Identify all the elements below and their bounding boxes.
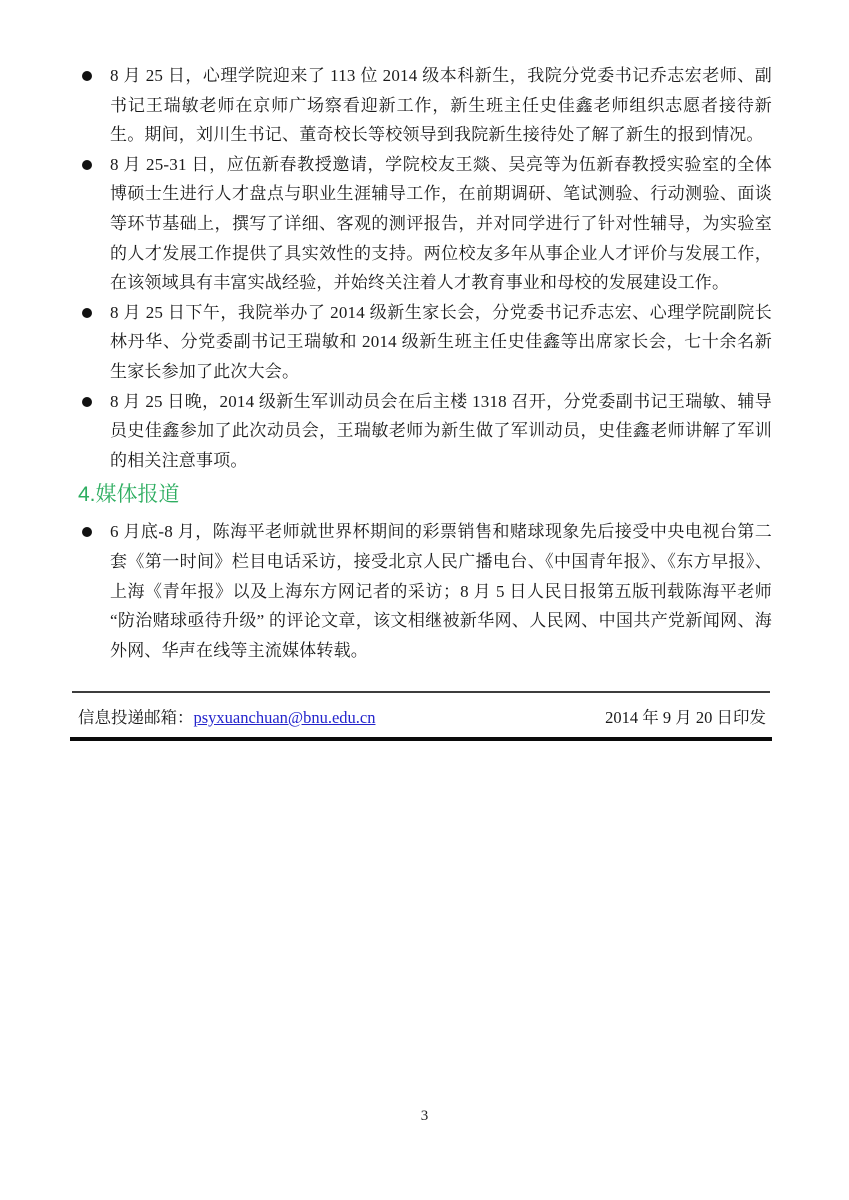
news-item <box>78 387 772 476</box>
media-report-text: 6 月底-8 月，陈海平老师就世界杯期间的彩票销售和赌球现象先后接受中央电视台第二套《第一时间》栏目电话采访，接受北京人民广播电台、《中国青年报》、《东方早报》、上海《青年报》以及上海东方网记者的采访；8 月 5 日人民日报第五版刊载陈海平老师 “防治赌球亟待升级” 的评论文章，该文相继被新华网、人民网、中国共产党新闻网、海外网、华声在线等主流媒体转载。 <box>110 522 772 660</box>
footer-rule-thick <box>70 737 772 741</box>
news-item <box>78 298 772 387</box>
footer-email-link[interactable]: psyxuanchuan@bnu.edu.cn <box>193 708 376 727</box>
bullet-icon <box>82 71 92 81</box>
bullet-icon <box>82 160 92 170</box>
news-item-text: 8 月 25 日晚，2014 级新生军训动员会在后主楼 1318 召开，分党委副书记王瑞敏、辅导员史佳鑫参加了此次动员会，王瑞敏老师为新生做了军训动员，史佳鑫老师讲解了军训的相关注意事项。 <box>110 391 772 470</box>
section-heading-media-reports: 4.媒体报道 <box>78 483 180 507</box>
page-footer <box>70 691 772 741</box>
footer-email-label: 信息投递邮箱： <box>78 708 194 727</box>
media-bullet-list <box>78 517 772 665</box>
page-number: 3 <box>420 1108 429 1124</box>
news-item <box>78 61 772 150</box>
media-report-item <box>78 517 772 665</box>
news-item <box>78 150 772 298</box>
bullet-icon <box>82 397 92 407</box>
footer-row <box>70 693 772 737</box>
news-item-text: 8 月 25 日下午，我院举办了 2014 级新生家长会，分党委书记乔志宏、心理学院副院长林丹华、分党委副书记王瑞敏和 2014 级新生班主任史佳鑫等出席家长会，七十余名新生家长参加了此次大会。 <box>110 302 772 381</box>
bullet-icon <box>82 308 92 318</box>
bullet-icon <box>82 527 92 537</box>
footer-print-date: 2014 年 9 月 20 日印发 <box>605 708 766 727</box>
news-item-text: 8 月 25-31 日，应伍新春教授邀请，学院校友王燚、吴亮等为伍新春教授实验室的全体博硕士生进行人才盘点与职业生涯辅导工作，在前期调研、笔试测验、行动测验、面谈等环节基础上，撰写了详细、客观的测评报告，并对同学进行了针对性辅导，为实验室的人才发展工作提供了具实效性的支持。两位校友多年从事企业人才评价与发展工作，在该领域具有丰富实战经验，并始终关注着人才教育事业和母校的发展建设工作。 <box>110 154 772 293</box>
news-item-text: 8 月 25 日，心理学院迎来了 113 位 2014 级本科新生，我院分党委书记乔志宏老师、副书记王瑞敏老师在京师广场察看迎新工作，新生班主任史佳鑫老师组织志愿者接待新生。期间，刘川生书记、董奇校长等校领导到我院新生接待处了解了新生的报到情况。 <box>110 66 772 145</box>
news-bullet-list <box>78 61 772 475</box>
footer-email <box>78 704 375 728</box>
page-content <box>78 61 772 665</box>
